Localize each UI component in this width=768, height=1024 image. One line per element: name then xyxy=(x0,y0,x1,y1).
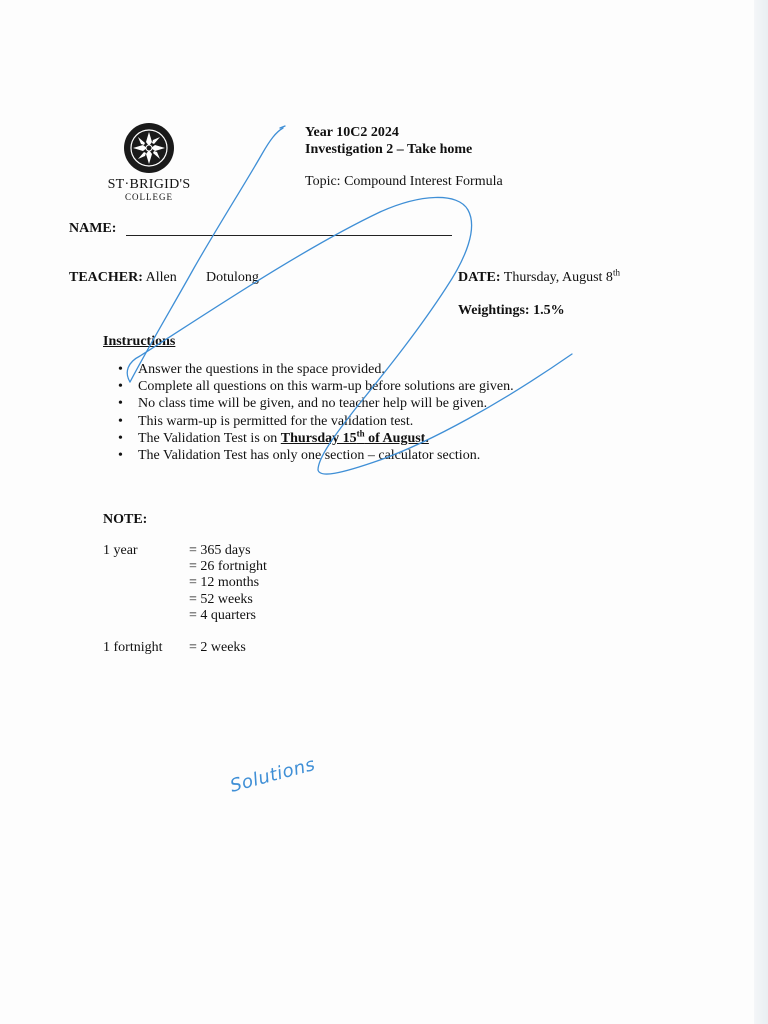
teacher-first-name: Allen xyxy=(145,270,177,285)
list-item: • This warm-up is permitted for the validation test. xyxy=(118,413,414,429)
investigation-title: Investigation 2 – Take home xyxy=(305,142,473,157)
date-suffix: th xyxy=(612,267,620,278)
list-item: = 26 fortnight xyxy=(189,559,267,575)
list-item: = 365 days xyxy=(189,543,251,558)
logo-college-sub: COLLEGE xyxy=(125,192,173,202)
ink-stroke-tick xyxy=(280,126,285,128)
year-class-line: Year 10C2 2024 xyxy=(305,125,399,140)
weightings: Weightings: 1.5% xyxy=(458,303,565,318)
list-item: • The Validation Test has only one section – calculator section. xyxy=(118,448,481,464)
date-label: DATE: xyxy=(458,270,501,285)
list-item: • No class time will be given, and no teacher help will be given. xyxy=(118,396,488,412)
list-item: • The Validation Test is on Thursday 15th of August. xyxy=(118,428,429,446)
name-label: NAME: xyxy=(69,221,117,236)
list-item: = 52 weeks xyxy=(189,591,253,607)
validation-date: Thursday 15th of August. xyxy=(280,428,429,446)
ink-stroke-loop xyxy=(127,197,572,474)
ink-stroke-diagonal xyxy=(130,128,283,382)
validation-prefix: The Validation Test is on xyxy=(138,430,281,446)
list-item: = 12 months xyxy=(189,575,260,591)
handwritten-solutions-text: Solutions xyxy=(227,753,318,797)
note-heading: NOTE: xyxy=(103,512,148,527)
teacher-label: TEACHER: xyxy=(69,270,143,285)
date-value: Thursday, August 8 xyxy=(503,270,613,285)
logo-college-name: ST·BRIGID'S xyxy=(107,177,191,192)
teacher-last-name: Dotulong xyxy=(206,270,259,285)
instructions-heading: Instructions xyxy=(103,334,176,349)
year-label: 1 year xyxy=(103,543,138,558)
topic-line: Topic: Compound Interest Formula xyxy=(305,174,503,189)
fortnight-label: 1 fortnight xyxy=(103,640,163,655)
list-item: • Answer the questions in the space provided. xyxy=(118,362,385,377)
fortnight-equivalent: = 2 weeks xyxy=(189,640,246,655)
list-item: • Complete all questions on this warm-up before solutions are given. xyxy=(118,379,514,395)
list-item: = 4 quarters xyxy=(189,607,256,623)
